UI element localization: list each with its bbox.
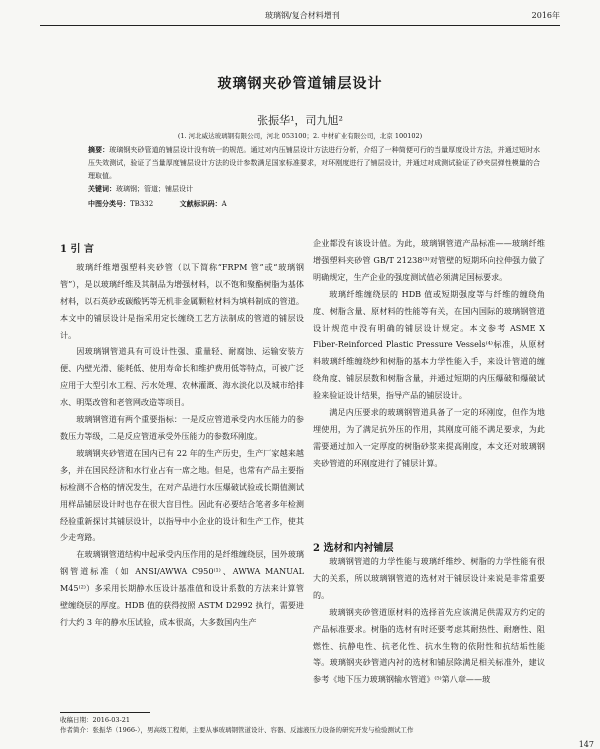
footnote-rule: [60, 712, 150, 713]
paragraph: 企业都没有该设计值。为此，玻璃钢管道产品标准——玻璃纤维增强塑料夹砂管 GB/T 21238⁽³⁾对管壁的短期环向拉伸强力做了明确规定，生产企业的强度测试值必须满足国标要求。: [313, 238, 545, 282]
right-column: [313, 235, 545, 472]
keywords-label: 关键词：: [88, 184, 116, 193]
author-affiliation: (1. 河北威达玻璃钢有限公司，河北 053100；2. 中材矿业有限公司，北京 100102): [177, 132, 423, 140]
doc-code-value: A: [221, 200, 227, 208]
keywords: [88, 184, 193, 194]
received-date: 收稿日期：2016-03-21: [60, 716, 130, 724]
section-1-heading: 1 引 言: [60, 244, 94, 255]
running-header: [40, 8, 560, 22]
section-2-body: [313, 553, 545, 688]
journal-year: 2016年: [531, 11, 560, 20]
paper-authors: 张振华¹，司九旭²: [257, 114, 343, 127]
page-number: 147: [578, 740, 594, 749]
paragraph: 满足内压要求的玻璃钢管道具备了一定的环刚度，但作为地埋使用，为了满足抗外压的作用，其刚度可能不满足要求，为此需要通过加入一定厚度的树脂砂浆来提高刚度，本文还对玻璃钢夹砂管道的环刚度进行了铺层计算。: [313, 407, 545, 468]
section-2-heading: 2 选材和内衬铺层: [313, 543, 394, 554]
paragraph: 玻璃纤维增强塑料夹砂管（以下简称“FRPM 管”或“玻璃钢管”），是以玻璃纤维及其制品为增强材料，以不饱和聚酯树脂为基体材料，以石英砂或碳酸钙等无机非金属颗粒材料为填料制成的管道。本文中的铺层设计是指采用定长缠绕工艺方法制成的管道的铺层设计。: [60, 261, 304, 340]
paragraph: 玻璃纤维缠绕层的 HDB 值或短期强度等与纤维的缠绕角度、树脂含量、原材料的性能等有关，在国内国际的玻璃钢管道设计规范中没有明确的铺层设计规定。本文参考 ASME X Fiber-Reinforced Plastic Pressure Vessels⁽⁴⁾标准，从原材料玻璃纤维缠绕纱和树脂的基本力学性能入手，来设计管道的缠绕角度、铺层层数和树脂含量，并通过短期的内压爆破和爆破试验来验证设计结果，指导产品的铺层设计。: [313, 288, 545, 401]
clc-value: TB332: [130, 200, 154, 208]
abstract: [88, 143, 540, 183]
left-column: [60, 242, 304, 631]
paragraph: 在玻璃钢管道结构中起承受内压作用的是纤维缠绕层，国外玻璃钢管道标准（如 ANSI/AWWA C950⁽¹⁾、AWWA MANUAL M45⁽²⁾）多采用长期静水压设计基准值和设计系数的方法来计算管壁缠绕层的厚度。HDB 值的获得按照 ASTM D2992 执行，需要进行大约 3 年的静水压试验，成本很高，大多数国内生产: [60, 549, 304, 627]
paper-title: 玻璃钢夹砂管道铺层设计: [217, 76, 383, 92]
author-bio: 作者简介：张振华（1966-），男高级工程师，主要从事玻璃钢管道设计、容器、反滤液压力设备的研究开发与检验测试工作: [60, 726, 414, 734]
paragraph: 玻璃钢夹砂管道原材料的选择首先应该满足供需双方约定的产品标准要求。树脂的选材有时还要考虑其耐热性、耐磨性、阻燃性、抗静电性、抗老化性、抗水生物的依附性和抗结垢性能等。玻璃钢夹砂管道内衬的选材和铺层除满足相关标准外，建议参考《地下压力玻璃钢输水管道》⁽⁵⁾第八章——玻: [313, 606, 545, 685]
paragraph: 玻璃钢夹砂管道在国内已有 22 年的生产历史，生产厂家越来越多，并在国民经济和水行业占有一席之地。但是，也常有产品主要指标检测不合格的情况发生，在对产品进行水压爆破试验或长期值测试用样品铺层设计时也存在很大盲目性。因此有必要结合笔者多年检测经验重新探讨其铺层设计，以指导中小企业的设计和生产工作，使其少走弯路。: [60, 447, 304, 543]
abstract-text: 玻璃钢夹砂管道的铺层设计没有统一的规范。通过对内压铺层设计方法进行分析，介绍了一种简便可行的当量厚度设计方法，并通过短时水压失效测试，验证了当量厚度铺层设计方法的设计参数满足国家标准要求，对环刚度进行了铺层设计，并通过对成测试验证了砂夹层弹性模量的合理取值。: [88, 146, 541, 180]
paragraph: 玻璃钢管道有两个重要指标：一是反应管道承受内水压能力的参数压力等级，二是反应管道承受外压能力的参数环刚度。: [60, 414, 304, 441]
journal-name: 玻璃钢/复合材料增刊: [265, 11, 340, 20]
footnote: [60, 715, 550, 735]
classification-line: [88, 199, 227, 209]
abstract-label: 摘要：: [88, 145, 110, 154]
keywords-text: 玻璃钢；管道；铺层设计: [116, 185, 193, 193]
doc-code-label: 文献标识码：: [179, 199, 222, 208]
clc-label: 中图分类号：: [88, 199, 130, 208]
paragraph: 因玻璃钢管道具有可设计性强、重量轻、耐腐蚀、运输安装方便、内壁光滑、能耗低、使用寿命长和维护费用低等特点，可被广泛应用于大型引水工程、污水处理、农林灌溉、海水淡化以及城市给排水、明渠改管和老管网改造等项目。: [60, 346, 304, 408]
paragraph: 玻璃钢管道的力学性能与玻璃纤维纱、树脂的力学性能有很大的关系，所以玻璃钢管道的选材对于铺层设计来说是非常重要的。: [313, 556, 545, 600]
header-rule: [40, 25, 560, 26]
